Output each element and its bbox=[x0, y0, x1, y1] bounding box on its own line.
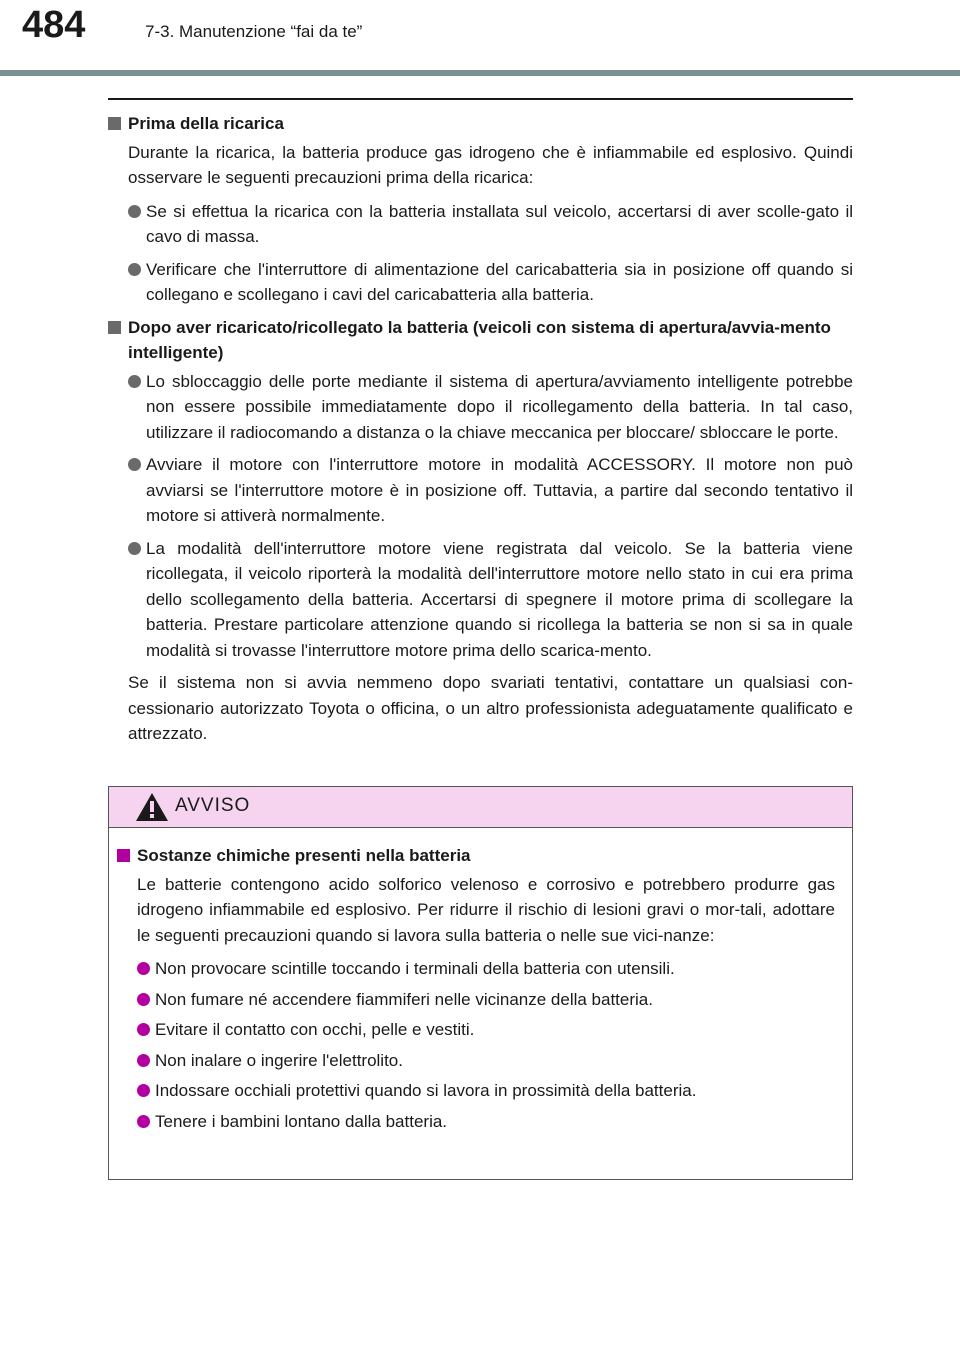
square-bullet-icon bbox=[108, 321, 121, 334]
list-item: Tenere i bambini lontano dalla batteria. bbox=[117, 1109, 835, 1135]
paragraph: Le batterie contengono acido solforico velenoso e corrosivo e potrebbero produrre gas idrogeno infiammabile ed esplosivo. Per ridurre il rischio di lesioni gravi o mor-tali, adottare le seguenti precauzioni quando si lavora sulla batteria o nelle sue vici-nanze: bbox=[137, 874, 835, 945]
list-item: Non provocare scintille toccando i terminali della batteria con utensili. bbox=[117, 956, 835, 982]
round-bullet-icon bbox=[137, 1115, 150, 1128]
round-bullet-icon bbox=[128, 263, 141, 276]
round-bullet-icon bbox=[128, 205, 141, 218]
list-item: Verificare che l'interruttore di alimentazione del caricabatteria sia in posizione off quando si collegano e scollegano i cavi del caricabatteria alla batteria. bbox=[108, 257, 853, 308]
page-header bbox=[0, 0, 960, 78]
main-content bbox=[108, 111, 853, 755]
list-item: Avviare il motore con l'interruttore motore in modalità ACCESSORY. Il motore non può avviarsi se l'interruttore motore è in posizione off. Tuttavia, a partire dal secondo tentativo il motore si attiverà normalmente. bbox=[108, 452, 853, 529]
header-rule bbox=[0, 70, 960, 76]
round-bullet-icon bbox=[137, 993, 150, 1006]
paragraph: Se il sistema non si avvia nemmeno dopo svariati tentativi, contattare un qualsiasi con-cessionario autorizzato Toyota o officina, o un altro professionista adeguatamente qualificato e attrezzato. bbox=[128, 673, 853, 743]
section-heading: Prima della ricarica bbox=[108, 111, 853, 137]
round-bullet-icon bbox=[137, 1084, 150, 1097]
list-item: La modalità dell'interruttore motore viene registrata dal veicolo. Se la batteria viene ricollegata, il veicolo riporterà la modalità dell'interruttore motore nello stato in cui era prima dello scollegamento della batteria. Accertarsi di spegnere il motore prima di scollegare la batteria. Prestare particolare attenzione quando si ricollega la batteria se non si sa in quale modalità si trovasse l'interruttore motore prima dello scarica-mento. bbox=[108, 536, 853, 664]
round-bullet-icon bbox=[137, 1023, 150, 1036]
round-bullet-icon bbox=[128, 542, 141, 555]
round-bullet-icon bbox=[128, 458, 141, 471]
warning-title: AVVISO bbox=[175, 795, 251, 816]
warning-body bbox=[117, 843, 835, 1139]
round-bullet-icon bbox=[137, 962, 150, 975]
list-item: Indossare occhiali protettivi quando si lavora in prossimità della batteria. bbox=[117, 1078, 835, 1104]
round-bullet-icon bbox=[137, 1054, 150, 1067]
list-item: Non inalare o ingerire l'elettrolito. bbox=[117, 1048, 835, 1074]
paragraph: Durante la ricarica, la batteria produce gas idrogeno che è infiammabile ed esplosivo. Quindi osservare le seguenti precauzioni prima della ricarica: bbox=[128, 142, 853, 187]
warning-header bbox=[109, 787, 852, 828]
list-item: Lo sbloccaggio delle porte mediante il sistema di apertura/avviamento intelligente potrebbe non essere possibile immediatamente dopo il ricollegamento della batteria. In tal caso, utilizzare il radiocomando a distanza o la chiave meccanica per bloccare/ sbloccare le porte. bbox=[108, 369, 853, 446]
warning-triangle-icon bbox=[135, 792, 169, 822]
warning-heading: Sostanze chimiche presenti nella batteria bbox=[117, 843, 835, 869]
content-top-rule bbox=[108, 98, 853, 100]
warning-box bbox=[108, 786, 853, 1180]
page-number: 484 bbox=[22, 4, 86, 46]
section-title: 7-3. Manutenzione “fai da te” bbox=[145, 22, 363, 41]
list-item: Se si effettua la ricarica con la batteria installata sul veicolo, accertarsi di aver scolle-gato il cavo di massa. bbox=[108, 199, 853, 250]
round-bullet-icon bbox=[128, 375, 141, 388]
square-bullet-icon bbox=[108, 117, 121, 130]
list-item: Non fumare né accendere fiammiferi nelle vicinanze della batteria. bbox=[117, 987, 835, 1013]
section-heading: Dopo aver ricaricato/ricollegato la batteria (veicoli con sistema di apertura/avvia-mento intelligente) bbox=[108, 315, 853, 366]
list-item: Evitare il contatto con occhi, pelle e vestiti. bbox=[117, 1017, 835, 1043]
square-bullet-icon bbox=[117, 849, 130, 862]
